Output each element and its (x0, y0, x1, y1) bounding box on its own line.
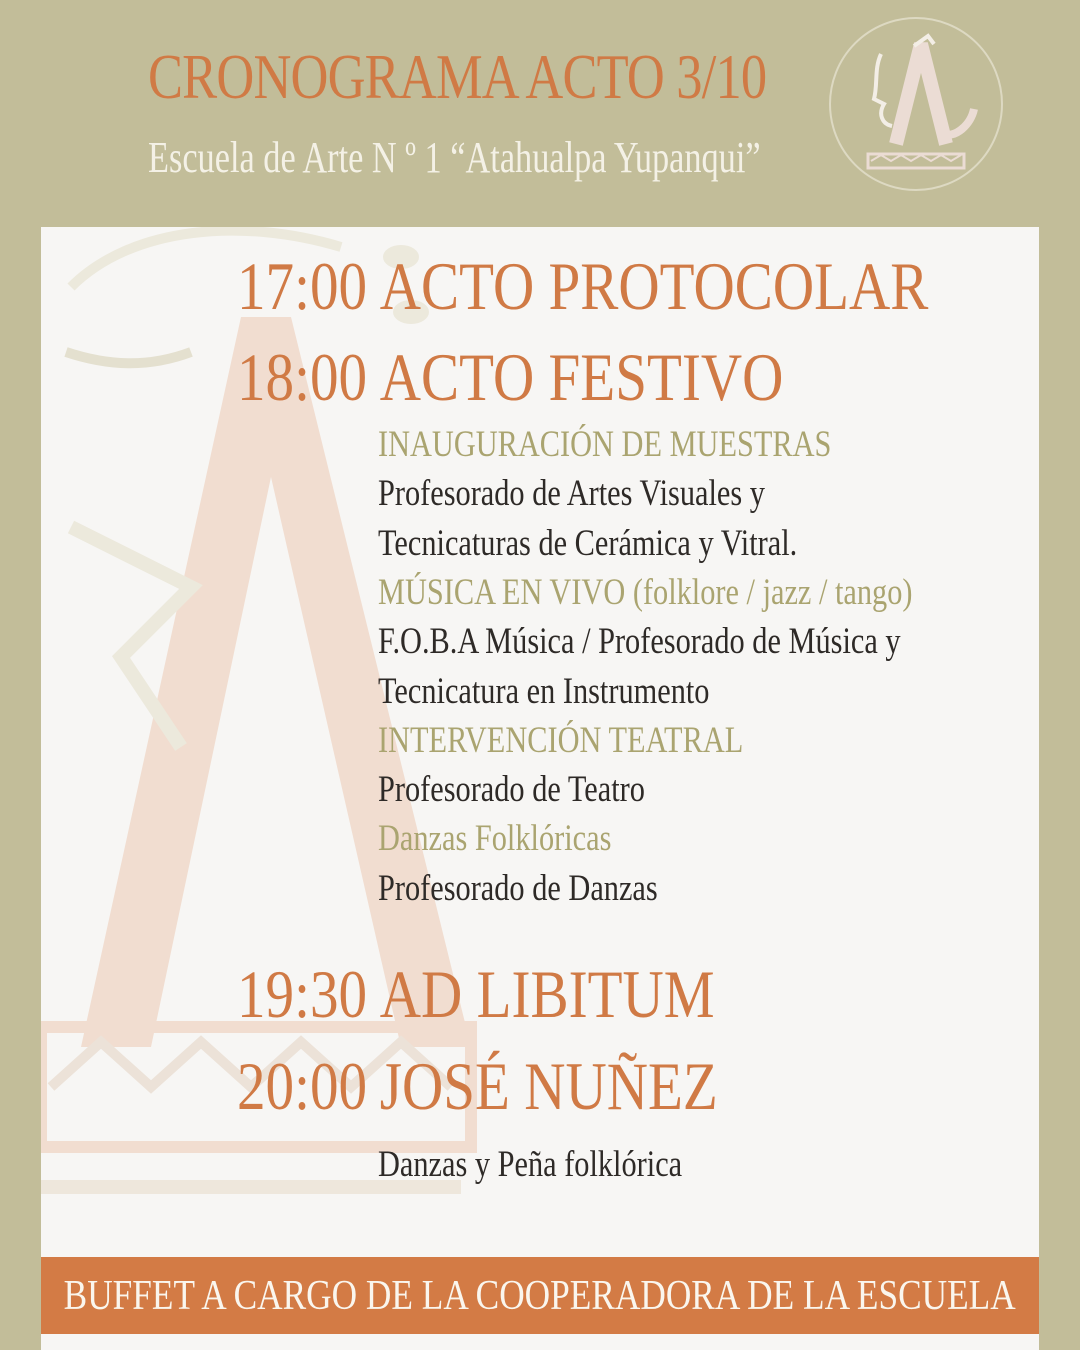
festivo-category-musica: MÚSICA EN VIVO (folklore / jazz / tango) (378, 572, 913, 613)
festivo-category-teatral: INTERVENCIÓN TEATRAL (378, 720, 744, 761)
festivo-category-muestras: INAUGURACIÓN DE MUESTRAS (378, 424, 832, 465)
festivo-detail: Profesorado de Artes Visuales y (378, 473, 765, 514)
buffet-banner (41, 1257, 1039, 1334)
schedule-item-adlibitum (237, 955, 715, 1034)
page-title: CRONOGRAMA ACTO 3/10 (148, 41, 767, 112)
schedule-item-festivo (237, 338, 783, 417)
schedule-time: 17:00 (237, 248, 368, 324)
schedule-panel (41, 227, 1039, 1350)
schedule-time: 19:30 (237, 956, 368, 1032)
festivo-detail: F.O.B.A Música / Profesorado de Música y (378, 621, 901, 662)
festivo-category-danzas: Danzas Folklóricas (378, 818, 612, 859)
atahualpa-logo-icon (826, 14, 1006, 194)
schedule-time: 20:00 (237, 1048, 368, 1124)
schedule-event: ACTO PROTOCOLAR (379, 248, 929, 324)
festivo-detail: Tecnicaturas de Cerámica y Vitral. (378, 523, 798, 564)
schedule-time: 18:00 (237, 339, 368, 415)
festivo-detail: Profesorado de Teatro (378, 769, 645, 810)
schedule-item-protocolar (237, 247, 928, 326)
schedule-event: JOSÉ NUÑEZ (379, 1048, 718, 1124)
schedule-event: AD LIBITUM (379, 956, 715, 1032)
festivo-detail: Tecnicatura en Instrumento (378, 671, 710, 712)
festivo-detail: Profesorado de Danzas (378, 868, 658, 909)
nunez-detail: Danzas y Peña folklórica (378, 1144, 683, 1185)
schedule-event: ACTO FESTIVO (379, 339, 784, 415)
page-subtitle: Escuela de Arte N º 1 “Atahualpa Yupanqui” (148, 133, 761, 182)
schedule-item-nunez (237, 1047, 718, 1126)
buffet-text: BUFFET A CARGO DE LA COOPERADORA DE LA ESCUELA (63, 1272, 1017, 1319)
